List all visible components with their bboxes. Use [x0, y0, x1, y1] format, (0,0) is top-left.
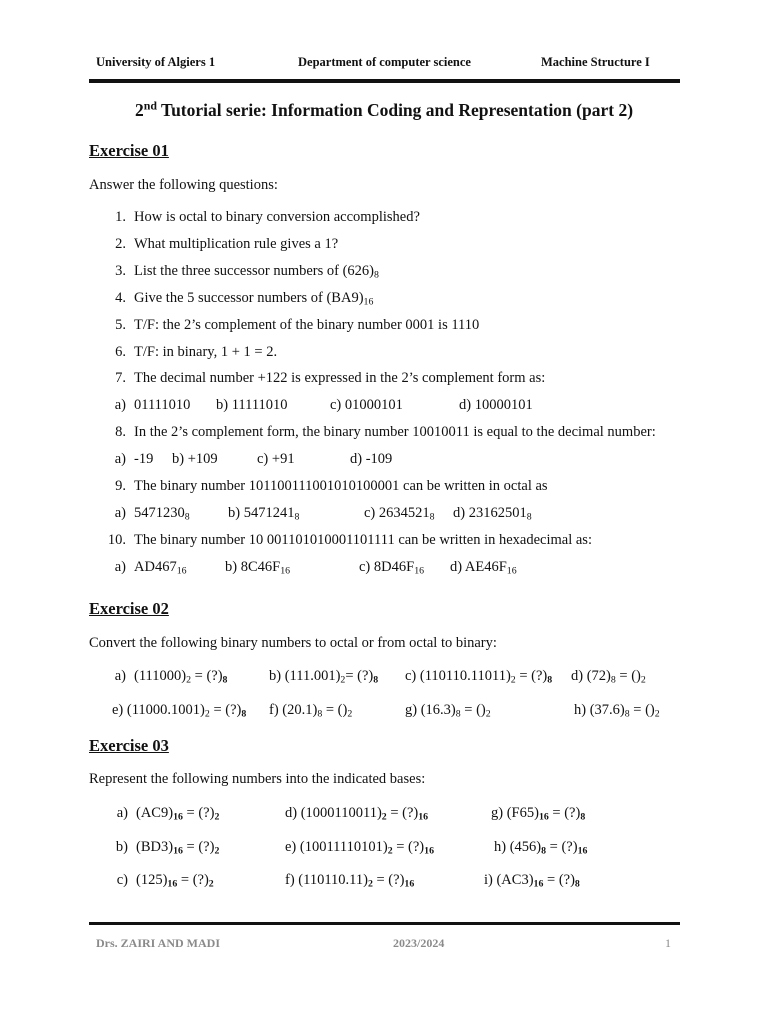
- question-7-options: a) 01111010: [114, 397, 191, 413]
- question-6: 6. T/F: in binary, 1 + 1 = 2.: [115, 344, 278, 360]
- ex3-item-h: h) $(456)_8$ = $(?)_{16}$: [494, 839, 588, 857]
- ex2-item-b: b) $(111.001)_2=$ $(?)_8$: [269, 668, 379, 686]
- header-course: Machine Structure I: [541, 55, 650, 69]
- exercise-01-intro: Answer the following questions:: [89, 177, 278, 193]
- question-9: 9. The binary number 101100111001010100001 can be written in octal as: [115, 478, 548, 494]
- q9-option-d: d) $23162501_8$: [453, 505, 532, 523]
- question-4: 4. Give the 5 successor numbers of $(BA9)_{16}$: [115, 290, 374, 308]
- header-university: University of Algiers 1: [96, 55, 216, 69]
- q8-option-d: d) -109: [350, 451, 393, 467]
- question-3: 3. List the three successor numbers of $(626)_8$: [115, 263, 379, 281]
- question-8: 8. In the 2’s complement form, the binary number 10010011 is equal to the decimal number:: [115, 424, 656, 440]
- question-10-options: a) $AD467_{16}$: [114, 559, 187, 577]
- page-title: 2nd Tutorial serie: Information Coding and Representation (part 2): [134, 98, 634, 120]
- page-number: 1: [665, 936, 671, 950]
- q9-option-c: c) $2634521_8$: [364, 505, 435, 523]
- footer-year: 2023/2024: [393, 936, 445, 950]
- ex3-item-d: d) $(1000110011)_2$ = $(?)_{16}$: [285, 805, 429, 823]
- exercise-02-heading: Exercise 02: [89, 599, 169, 618]
- ex2-item-a: a) $(111000)_2$ = $(?)_8$: [114, 668, 228, 686]
- footer-rule: [89, 922, 680, 925]
- question-9-options: a) $5471230_8$: [114, 505, 190, 523]
- q7-option-b: b) 11111010: [216, 397, 288, 413]
- ex3-item-f: f) $(110110.11)_2$ = $(?)_{16}$: [285, 872, 415, 890]
- q7-option-d: d) 10000101: [459, 397, 533, 413]
- header-department: Department of computer science: [298, 55, 471, 69]
- ex2-item-c: c) $(110110.11011)_2$ = $(?)_8$: [405, 668, 553, 686]
- question-10: 10. The binary number 10 001101010001101111 can be written in hexadecimal as:: [107, 532, 592, 548]
- ex2-item-g: g) $(16.3)_8 = ()_2$: [405, 702, 491, 720]
- ex2-item-d: d) $(72)_8 = ()_2$: [571, 668, 646, 686]
- question-8-options: a) -19: [114, 451, 154, 467]
- q10-option-c: c) $8D46F_{16}$: [359, 559, 425, 577]
- ex3-item-g: g) $(F65)_{16}$ = $(?)_8$: [491, 805, 586, 823]
- question-7: 7. The decimal number +122 is expressed in the 2’s complement form as:: [115, 370, 546, 386]
- ex3-item-e: e) $(10011110101)_2$ = $(?)_{16}$: [285, 839, 434, 857]
- exercise-03-heading: Exercise 03: [89, 736, 169, 755]
- ex2-item-h: h) $(37.6)_8 = ()_2$: [574, 702, 660, 720]
- question-1: 1. How is octal to binary conversion accomplished?: [115, 209, 420, 225]
- ex2-item-e: e) $(11000.1001)_2$ = $(?)_8$: [112, 702, 247, 720]
- ex3-item-b: b) $(BD3)_{16}$ = $(?)_2$: [115, 839, 220, 857]
- q10-option-d: d) $AE46F_{16}$: [450, 559, 517, 577]
- exercise-02-intro: Convert the following binary numbers to octal or from octal to binary:: [89, 635, 497, 651]
- ex3-item-c: c) $(125)_{16}$ = $(?)_2$: [116, 872, 214, 890]
- question-2: 2. What multiplication rule gives a 1?: [115, 236, 339, 252]
- footer-authors: Drs. ZAIRI AND MADI: [96, 936, 221, 950]
- header-rule: [89, 79, 680, 83]
- q9-option-b: b) $5471241_8$: [228, 505, 300, 523]
- q10-option-b: b) $8C46F_{16}$: [225, 559, 291, 577]
- q8-option-b: b) +109: [172, 451, 218, 467]
- ex2-item-f: f) $(20.1)_8 = ()_2$: [269, 702, 353, 720]
- exercise-01-heading: Exercise 01: [89, 141, 169, 160]
- q7-option-c: c) 01000101: [330, 397, 403, 413]
- ex3-item-i: i) $(AC3)_{16}$ = $(?)_8$: [484, 872, 580, 890]
- ex3-item-a: a) $(AC9)_{16}$ = $(?)_2$: [116, 805, 220, 823]
- exercise-03-intro: Represent the following numbers into the indicated bases:: [89, 771, 426, 787]
- question-5: 5. T/F: the 2’s complement of the binary number 0001 is 1110: [115, 317, 480, 333]
- q8-option-c: c) +91: [257, 451, 295, 467]
